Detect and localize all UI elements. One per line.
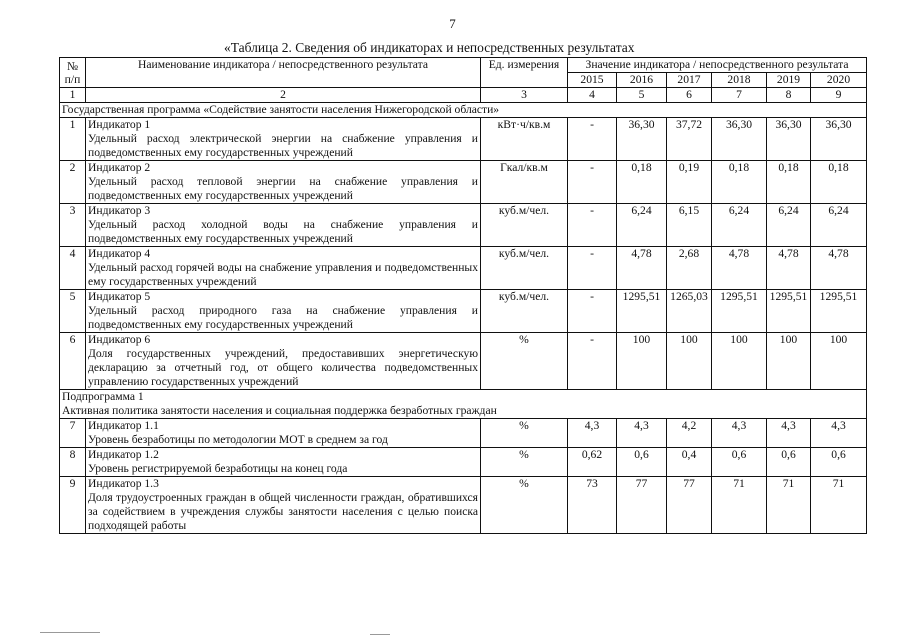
- column-number: 6: [667, 88, 712, 103]
- indicator-name: Индикатор 6: [88, 333, 151, 346]
- value-cell: -: [568, 333, 617, 390]
- row-number: 6: [60, 333, 86, 390]
- column-number: 8: [767, 88, 811, 103]
- value-cell: 0,18: [617, 161, 667, 204]
- value-cell: -: [568, 290, 617, 333]
- unit: куб.м/чел.: [481, 204, 568, 247]
- indicator-row: [60, 204, 867, 247]
- value-cell: 0,6: [767, 448, 811, 477]
- value-cell: 71: [767, 477, 811, 534]
- value-cell: 4,3: [568, 419, 617, 448]
- unit: кВт·ч/кв.м: [481, 118, 568, 161]
- value-cell: 36,30: [811, 118, 867, 161]
- value-cell: 6,24: [811, 204, 867, 247]
- column-number: 5: [617, 88, 667, 103]
- value-cell: 0,6: [811, 448, 867, 477]
- header-year: 2015: [568, 73, 617, 88]
- indicator-row: [60, 247, 867, 290]
- value-cell: 71: [811, 477, 867, 534]
- value-cell: 37,72: [667, 118, 712, 161]
- unit: Гкал/кв.м: [481, 161, 568, 204]
- scan-mark: [370, 634, 390, 635]
- indicator-row: [60, 333, 867, 390]
- indicator-description: Удельный расход природного газа на снабжение управления и подведомственных ему государственных учреждений: [88, 304, 478, 331]
- row-number: 8: [60, 448, 86, 477]
- indicator-name-cell: [86, 419, 481, 448]
- indicator-name-cell: [86, 247, 481, 290]
- value-cell: 77: [667, 477, 712, 534]
- indicator-description: Доля государственных учреждений, предоставивших энергетическую декларацию за отчетный год, от общего количества подведомственных управлению государственных учреждений: [88, 347, 478, 388]
- unit: %: [481, 448, 568, 477]
- indicator-name: Индикатор 1: [88, 118, 151, 131]
- value-cell: 2,68: [667, 247, 712, 290]
- header-year: 2020: [811, 73, 867, 88]
- value-cell: 4,78: [617, 247, 667, 290]
- value-cell: 4,78: [767, 247, 811, 290]
- header-unit: Ед. измерения: [481, 58, 568, 88]
- row-number: 1: [60, 118, 86, 161]
- indicator-name: Индикатор 2: [88, 161, 151, 174]
- value-cell: 4,3: [767, 419, 811, 448]
- column-number: 1: [60, 88, 86, 103]
- header-no: № п/п: [60, 58, 86, 88]
- column-numbers-row: [60, 88, 867, 103]
- subprogram-label: Подпрограмма 1: [62, 390, 144, 403]
- indicator-description: Удельный расход электрической энергии на снабжение управления и подведомственных ему государственных учреждений: [88, 132, 478, 159]
- indicator-row: [60, 118, 867, 161]
- value-cell: 4,78: [712, 247, 767, 290]
- column-number: 3: [481, 88, 568, 103]
- unit: %: [481, 419, 568, 448]
- value-cell: 6,24: [712, 204, 767, 247]
- value-cell: 100: [667, 333, 712, 390]
- value-cell: -: [568, 247, 617, 290]
- column-number: 4: [568, 88, 617, 103]
- indicator-name-cell: [86, 118, 481, 161]
- value-cell: 71: [712, 477, 767, 534]
- value-cell: 0,18: [811, 161, 867, 204]
- indicator-name: Индикатор 1.3: [88, 477, 159, 490]
- subprogram-title: Активная политика занятости населения и социальная поддержка безработных граждан: [62, 404, 497, 417]
- indicator-row: [60, 477, 867, 534]
- section-program: Государственная программа «Содействие занятости населения Нижегородской области»: [60, 103, 867, 118]
- indicator-row: [60, 419, 867, 448]
- value-cell: 0,6: [617, 448, 667, 477]
- indicator-name: Индикатор 1.1: [88, 419, 159, 432]
- value-cell: 0,18: [712, 161, 767, 204]
- value-cell: 1265,03: [667, 290, 712, 333]
- row-number: 9: [60, 477, 86, 534]
- value-cell: 1295,51: [811, 290, 867, 333]
- value-cell: 100: [767, 333, 811, 390]
- value-cell: 77: [617, 477, 667, 534]
- indicator-description: Уровень безработицы по методологии МОТ в среднем за год: [88, 433, 388, 446]
- header-values: Значение индикатора / непосредственного результата: [568, 58, 867, 73]
- row-number: 5: [60, 290, 86, 333]
- header-year: 2016: [617, 73, 667, 88]
- header-name: Наименование индикатора / непосредственного результата: [86, 58, 481, 88]
- table-title: «Таблица 2. Сведения об индикаторах и непосредственных результатах: [224, 40, 635, 55]
- indicator-name-cell: [86, 448, 481, 477]
- indicator-description: Удельный расход холодной воды на снабжение управления и подведомственных ему государственных учреждений: [88, 218, 478, 245]
- value-cell: 100: [712, 333, 767, 390]
- indicator-name: Индикатор 4: [88, 247, 151, 260]
- indicators-table: [59, 57, 867, 534]
- value-cell: 4,3: [811, 419, 867, 448]
- indicator-description: Доля трудоустроенных граждан в общей численности граждан, обратившихся за содействием в учреждения службы занятости населения с целью поиска подходящей работы: [88, 491, 478, 532]
- value-cell: 1295,51: [617, 290, 667, 333]
- value-cell: 4,2: [667, 419, 712, 448]
- value-cell: 4,78: [811, 247, 867, 290]
- value-cell: 4,3: [617, 419, 667, 448]
- row-number: 4: [60, 247, 86, 290]
- value-cell: 4,3: [712, 419, 767, 448]
- unit: куб.м/чел.: [481, 290, 568, 333]
- column-number: 7: [712, 88, 767, 103]
- column-number: 9: [811, 88, 867, 103]
- value-cell: 1295,51: [712, 290, 767, 333]
- header-year: 2019: [767, 73, 811, 88]
- indicator-name: Индикатор 3: [88, 204, 151, 217]
- indicator-name: Индикатор 5: [88, 290, 151, 303]
- indicator-name-cell: [86, 161, 481, 204]
- value-cell: 6,24: [617, 204, 667, 247]
- value-cell: 0,4: [667, 448, 712, 477]
- unit: куб.м/чел.: [481, 247, 568, 290]
- indicator-row: [60, 161, 867, 204]
- value-cell: 36,30: [767, 118, 811, 161]
- value-cell: -: [568, 161, 617, 204]
- indicator-row: [60, 448, 867, 477]
- indicator-name-cell: [86, 477, 481, 534]
- row-number: 3: [60, 204, 86, 247]
- section-subprogram: [60, 390, 867, 419]
- value-cell: 6,24: [767, 204, 811, 247]
- header-year: 2018: [712, 73, 767, 88]
- indicator-description: Уровень регистрируемой безработицы на конец года: [88, 462, 348, 475]
- column-number: 2: [86, 88, 481, 103]
- value-cell: 100: [811, 333, 867, 390]
- page-number: 7: [449, 16, 456, 31]
- value-cell: -: [568, 204, 617, 247]
- header-year: 2017: [667, 73, 712, 88]
- unit: %: [481, 333, 568, 390]
- scan-mark: [40, 632, 100, 633]
- value-cell: 6,15: [667, 204, 712, 247]
- value-cell: 36,30: [712, 118, 767, 161]
- value-cell: -: [568, 118, 617, 161]
- value-cell: 0,19: [667, 161, 712, 204]
- row-number: 7: [60, 419, 86, 448]
- unit: %: [481, 477, 568, 534]
- value-cell: 0,18: [767, 161, 811, 204]
- indicator-row: [60, 290, 867, 333]
- value-cell: 36,30: [617, 118, 667, 161]
- indicator-name-cell: [86, 333, 481, 390]
- row-number: 2: [60, 161, 86, 204]
- value-cell: 100: [617, 333, 667, 390]
- indicator-description: Удельный расход горячей воды на снабжение управления и подведомственных ему государственных учреждений: [88, 261, 478, 288]
- value-cell: 0,6: [712, 448, 767, 477]
- value-cell: 73: [568, 477, 617, 534]
- value-cell: 1295,51: [767, 290, 811, 333]
- value-cell: 0,62: [568, 448, 617, 477]
- indicator-description: Удельный расход тепловой энергии на снабжение управления и подведомственных ему государственных учреждений: [88, 175, 478, 202]
- indicator-name: Индикатор 1.2: [88, 448, 159, 461]
- indicator-name-cell: [86, 290, 481, 333]
- indicator-name-cell: [86, 204, 481, 247]
